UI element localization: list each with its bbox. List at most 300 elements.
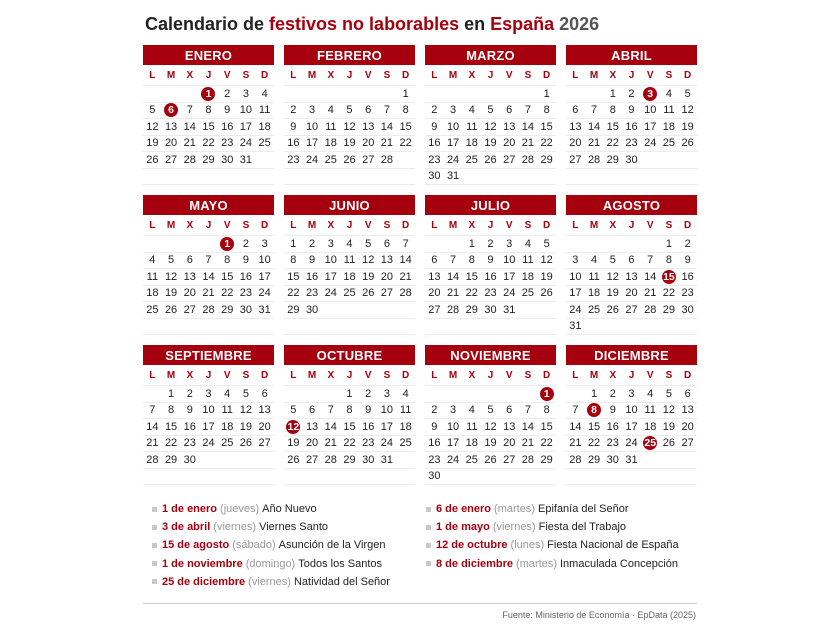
day-cell: 17: [444, 436, 463, 453]
weekday-label: X: [186, 69, 194, 81]
day-cell: 4: [255, 86, 274, 103]
day-cell: 16: [180, 419, 199, 436]
holiday-marker: 3: [643, 87, 657, 101]
empty-day-cell: [641, 169, 660, 186]
day-cell: 9: [284, 119, 303, 136]
empty-day-cell: [641, 236, 660, 253]
footer-divider: [143, 603, 697, 604]
day-cell: 22: [199, 136, 218, 153]
weekday-row: [284, 215, 415, 236]
empty-day-cell: [143, 86, 162, 103]
weekday-label: X: [609, 369, 617, 381]
legend-date: 1 de enero: [162, 503, 218, 516]
day-cell: 8: [603, 103, 622, 120]
empty-day-cell: [641, 319, 660, 336]
day-cell: 20: [678, 419, 697, 436]
day-cell: 13: [566, 119, 585, 136]
day-cell: 1: [603, 86, 622, 103]
day-cell: 8: [537, 103, 556, 120]
legend-holiday-name: Natividad del Señor: [293, 575, 390, 588]
day-cell: 22: [462, 286, 481, 303]
day-cell: 8: [218, 253, 237, 270]
weekday-label: L: [572, 369, 579, 381]
empty-day-cell: [143, 386, 162, 403]
day-cell: 16: [481, 269, 500, 286]
holiday-marker: 1: [201, 87, 215, 101]
day-cell: 7: [444, 253, 463, 270]
day-cell: 1: [462, 236, 481, 253]
empty-day-cell: [566, 86, 585, 103]
day-cell: 13: [500, 119, 519, 136]
legend-item: [152, 536, 390, 554]
day-cell: 22: [537, 136, 556, 153]
day-cell: 17: [199, 419, 218, 436]
day-cell: 24: [500, 286, 519, 303]
day-cell: 10: [622, 403, 641, 420]
day-cell: 25: [660, 136, 679, 153]
day-cell: 1: [340, 386, 359, 403]
day-cell: 11: [660, 103, 679, 120]
weekday-label: X: [327, 219, 335, 231]
empty-day-cell: [396, 169, 415, 186]
weekday-label: L: [431, 69, 438, 81]
day-cell: 19: [237, 419, 256, 436]
bullet-square-icon: [152, 579, 157, 584]
day-cell: 26: [678, 136, 697, 153]
empty-day-cell: [537, 302, 556, 319]
day-cell: 31: [500, 302, 519, 319]
weekday-label: L: [290, 369, 297, 381]
day-cell: 11: [641, 403, 660, 420]
day-cell: 19: [537, 269, 556, 286]
day-grid: [284, 386, 415, 485]
empty-day-cell: [678, 452, 697, 469]
month-header: NOVIEMBRE: [425, 345, 556, 365]
day-cell: 21: [396, 269, 415, 286]
bullet-square-icon: [152, 525, 157, 530]
day-cell: 24: [622, 436, 641, 453]
day-grid: [566, 236, 697, 335]
weekday-label: S: [242, 69, 250, 81]
day-cell: 26: [481, 452, 500, 469]
empty-day-cell: [481, 319, 500, 336]
weekday-label: X: [468, 69, 476, 81]
empty-day-cell: [566, 236, 585, 253]
empty-day-cell: [284, 319, 303, 336]
day-cell: 3: [566, 253, 585, 270]
day-cell: 15: [396, 119, 415, 136]
day-cell: 27: [500, 452, 519, 469]
day-cell: 16: [425, 436, 444, 453]
weekday-label: V: [364, 369, 372, 381]
day-cell: 19: [603, 286, 622, 303]
day-cell: 26: [359, 286, 378, 303]
day-cell: 26: [237, 436, 256, 453]
day-cell: 26: [603, 302, 622, 319]
day-cell: 30: [678, 302, 697, 319]
day-cell: 27: [303, 452, 322, 469]
empty-day-cell: [396, 152, 415, 169]
day-cell: 17: [303, 136, 322, 153]
day-cell: 15: [284, 269, 303, 286]
legend-column-left: [152, 500, 390, 591]
day-cell: 7: [566, 403, 585, 420]
day-cell: 18: [255, 119, 274, 136]
empty-day-cell: [425, 386, 444, 403]
day-cell: 24: [566, 302, 585, 319]
day-cell: 5: [603, 253, 622, 270]
empty-day-cell: [199, 236, 218, 253]
month-noviembre: [425, 345, 556, 485]
day-cell: 25: [585, 302, 604, 319]
day-cell: 22: [537, 436, 556, 453]
empty-day-cell: [444, 86, 463, 103]
holiday-marker: 12: [287, 420, 300, 433]
day-cell: 4: [660, 86, 679, 103]
empty-day-cell: [622, 469, 641, 486]
day-cell: 15: [199, 119, 218, 136]
legend-date: 6 de enero: [436, 503, 492, 516]
day-cell: 31: [378, 452, 397, 469]
day-cell: 2: [622, 86, 641, 103]
source-note: Fuente: Ministerio de Economía · EpData (2025): [502, 610, 696, 620]
legend-weekday: (domingo): [245, 557, 296, 570]
day-cell: 27: [566, 152, 585, 169]
holiday-day-cell: [660, 269, 679, 286]
day-cell: 23: [359, 436, 378, 453]
empty-day-cell: [359, 169, 378, 186]
day-cell: 10: [444, 119, 463, 136]
day-cell: 28: [180, 152, 199, 169]
month-marzo: [425, 45, 556, 185]
day-cell: 20: [162, 136, 181, 153]
day-cell: 16: [218, 119, 237, 136]
day-grid: [566, 386, 697, 485]
weekday-label: L: [431, 369, 438, 381]
day-cell: 28: [199, 302, 218, 319]
day-cell: 13: [500, 419, 519, 436]
day-grid: [425, 86, 556, 185]
day-grid: [425, 386, 556, 485]
empty-day-cell: [462, 169, 481, 186]
day-cell: 10: [641, 103, 660, 120]
day-cell: 28: [378, 152, 397, 169]
weekday-label: X: [468, 369, 476, 381]
day-cell: 4: [340, 236, 359, 253]
day-cell: 29: [537, 152, 556, 169]
day-cell: 18: [340, 269, 359, 286]
legend-date: 15 de agosto: [162, 539, 230, 552]
holiday-day-cell: [641, 436, 660, 453]
day-cell: 19: [162, 286, 181, 303]
day-cell: 20: [622, 286, 641, 303]
empty-day-cell: [519, 169, 538, 186]
month-febrero: [284, 45, 415, 185]
day-cell: 11: [340, 253, 359, 270]
day-cell: 16: [622, 119, 641, 136]
day-cell: 7: [585, 103, 604, 120]
day-cell: 21: [519, 436, 538, 453]
weekday-label: D: [402, 69, 410, 81]
day-cell: 19: [359, 269, 378, 286]
day-cell: 27: [500, 152, 519, 169]
day-cell: 24: [255, 286, 274, 303]
weekday-label: S: [242, 219, 250, 231]
day-cell: 7: [199, 253, 218, 270]
day-cell: 26: [340, 152, 359, 169]
empty-day-cell: [340, 86, 359, 103]
day-cell: 23: [425, 152, 444, 169]
empty-day-cell: [519, 386, 538, 403]
day-cell: 8: [340, 403, 359, 420]
empty-day-cell: [425, 86, 444, 103]
weekday-label: X: [327, 369, 335, 381]
weekday-label: X: [609, 219, 617, 231]
weekday-row: [425, 365, 556, 386]
day-cell: 12: [143, 119, 162, 136]
empty-day-cell: [303, 169, 322, 186]
empty-day-cell: [444, 469, 463, 486]
day-cell: 19: [143, 136, 162, 153]
holiday-marker: 25: [644, 437, 657, 450]
empty-day-cell: [255, 469, 274, 486]
day-cell: 11: [462, 119, 481, 136]
day-cell: 4: [462, 103, 481, 120]
empty-day-cell: [622, 169, 641, 186]
weekday-label: S: [383, 369, 391, 381]
day-cell: 19: [284, 436, 303, 453]
day-cell: 4: [585, 253, 604, 270]
day-cell: 13: [359, 119, 378, 136]
day-cell: 16: [359, 419, 378, 436]
day-cell: 28: [519, 152, 538, 169]
day-cell: 1: [396, 86, 415, 103]
day-cell: 26: [143, 152, 162, 169]
empty-day-cell: [425, 319, 444, 336]
weekday-label: M: [307, 219, 317, 231]
weekday-label: V: [505, 369, 513, 381]
empty-day-cell: [500, 386, 519, 403]
day-cell: 18: [585, 286, 604, 303]
empty-day-cell: [641, 152, 660, 169]
weekday-label: D: [684, 69, 692, 81]
legend-item: [152, 518, 390, 536]
day-cell: 23: [603, 436, 622, 453]
empty-day-cell: [519, 319, 538, 336]
empty-day-cell: [162, 86, 181, 103]
empty-day-cell: [678, 169, 697, 186]
legend-date: 1 de mayo: [436, 521, 490, 534]
day-cell: 28: [143, 452, 162, 469]
empty-day-cell: [255, 152, 274, 169]
legend-item: [426, 536, 679, 554]
weekday-label: S: [665, 219, 673, 231]
legend-weekday: (sábado): [232, 539, 276, 552]
day-cell: 10: [199, 403, 218, 420]
empty-day-cell: [519, 86, 538, 103]
month-abril: [566, 45, 697, 185]
day-cell: 20: [359, 136, 378, 153]
legend-date: 8 de diciembre: [436, 557, 514, 570]
empty-day-cell: [660, 152, 679, 169]
day-cell: 3: [444, 403, 463, 420]
month-header: SEPTIEMBRE: [143, 345, 274, 365]
bullet-square-icon: [426, 507, 431, 512]
legend-date: 1 de noviembre: [162, 557, 243, 570]
day-cell: 30: [218, 152, 237, 169]
empty-day-cell: [255, 319, 274, 336]
day-cell: 11: [519, 253, 538, 270]
day-cell: 13: [425, 269, 444, 286]
day-cell: 24: [378, 436, 397, 453]
empty-day-cell: [678, 469, 697, 486]
day-cell: 13: [255, 403, 274, 420]
day-cell: 14: [444, 269, 463, 286]
empty-day-cell: [255, 452, 274, 469]
day-cell: 11: [218, 403, 237, 420]
day-cell: 31: [237, 152, 256, 169]
day-cell: 28: [641, 302, 660, 319]
day-cell: 23: [180, 436, 199, 453]
empty-day-cell: [622, 236, 641, 253]
empty-day-cell: [444, 386, 463, 403]
day-cell: 18: [462, 436, 481, 453]
day-cell: 29: [585, 452, 604, 469]
empty-day-cell: [218, 169, 237, 186]
day-cell: 2: [303, 236, 322, 253]
day-cell: 31: [444, 169, 463, 186]
day-cell: 22: [660, 286, 679, 303]
day-cell: 4: [462, 403, 481, 420]
day-cell: 8: [396, 103, 415, 120]
empty-day-cell: [180, 319, 199, 336]
day-cell: 9: [218, 103, 237, 120]
weekday-label: M: [448, 369, 458, 381]
day-cell: 26: [162, 302, 181, 319]
weekday-label: V: [646, 219, 654, 231]
day-cell: 28: [396, 286, 415, 303]
day-cell: 29: [603, 152, 622, 169]
weekday-label: D: [261, 219, 269, 231]
day-cell: 27: [425, 302, 444, 319]
day-cell: 20: [566, 136, 585, 153]
weekday-label: M: [307, 369, 317, 381]
day-cell: 26: [537, 286, 556, 303]
weekday-label: L: [149, 369, 156, 381]
day-cell: 24: [237, 136, 256, 153]
day-cell: 15: [218, 269, 237, 286]
day-cell: 29: [199, 152, 218, 169]
day-cell: 12: [603, 269, 622, 286]
day-cell: 9: [622, 103, 641, 120]
day-cell: 12: [340, 119, 359, 136]
day-cell: 17: [622, 419, 641, 436]
empty-day-cell: [678, 319, 697, 336]
day-cell: 22: [396, 136, 415, 153]
day-grid: [143, 86, 274, 185]
day-cell: 29: [660, 302, 679, 319]
empty-day-cell: [500, 86, 519, 103]
weekday-label: D: [402, 219, 410, 231]
weekday-row: [143, 215, 274, 236]
legend-weekday: (martes): [494, 503, 535, 516]
weekday-label: L: [149, 219, 156, 231]
day-cell: 30: [425, 169, 444, 186]
day-cell: 7: [378, 103, 397, 120]
weekday-label: J: [205, 219, 212, 231]
day-cell: 24: [199, 436, 218, 453]
day-cell: 3: [303, 103, 322, 120]
day-cell: 14: [566, 419, 585, 436]
weekday-row: [284, 65, 415, 86]
day-cell: 17: [255, 269, 274, 286]
empty-day-cell: [378, 302, 397, 319]
day-cell: 22: [162, 436, 181, 453]
holiday-day-cell: [641, 86, 660, 103]
day-cell: 12: [660, 403, 679, 420]
weekday-label: L: [290, 69, 297, 81]
day-cell: 4: [641, 386, 660, 403]
legend-holiday-name: Fiesta del Trabajo: [538, 521, 627, 534]
day-cell: 9: [359, 403, 378, 420]
day-cell: 2: [425, 403, 444, 420]
day-cell: 6: [500, 403, 519, 420]
day-cell: 22: [218, 286, 237, 303]
empty-day-cell: [660, 469, 679, 486]
weekday-label: D: [543, 369, 551, 381]
day-grid: [566, 86, 697, 185]
empty-day-cell: [340, 169, 359, 186]
day-cell: 10: [378, 403, 397, 420]
day-cell: 13: [622, 269, 641, 286]
day-cell: 21: [143, 436, 162, 453]
holiday-marker: 1: [540, 387, 554, 401]
day-cell: 30: [603, 452, 622, 469]
day-cell: 29: [218, 302, 237, 319]
day-cell: 25: [462, 152, 481, 169]
empty-day-cell: [462, 386, 481, 403]
day-cell: 1: [284, 236, 303, 253]
holiday-day-cell: [537, 386, 556, 403]
day-cell: 6: [303, 403, 322, 420]
empty-day-cell: [237, 452, 256, 469]
day-cell: 17: [566, 286, 585, 303]
day-cell: 10: [566, 269, 585, 286]
day-cell: 9: [425, 419, 444, 436]
day-cell: 3: [622, 386, 641, 403]
weekday-label: L: [431, 219, 438, 231]
day-cell: 1: [585, 386, 604, 403]
legend-holiday-name: Todos los Santos: [298, 557, 383, 570]
day-cell: 17: [641, 119, 660, 136]
empty-day-cell: [481, 469, 500, 486]
weekday-label: V: [223, 369, 231, 381]
empty-day-cell: [378, 319, 397, 336]
day-cell: 14: [519, 119, 538, 136]
day-cell: 28: [585, 152, 604, 169]
weekday-row: [143, 65, 274, 86]
empty-day-cell: [143, 236, 162, 253]
legend-holiday-name: Inmaculada Concepción: [560, 557, 679, 570]
weekday-label: S: [665, 369, 673, 381]
day-cell: 30: [303, 302, 322, 319]
weekday-label: V: [364, 219, 372, 231]
weekday-label: X: [609, 69, 617, 81]
holiday-day-cell: [199, 86, 218, 103]
day-cell: 2: [284, 103, 303, 120]
month-header: ENERO: [143, 45, 274, 65]
weekday-label: D: [684, 219, 692, 231]
